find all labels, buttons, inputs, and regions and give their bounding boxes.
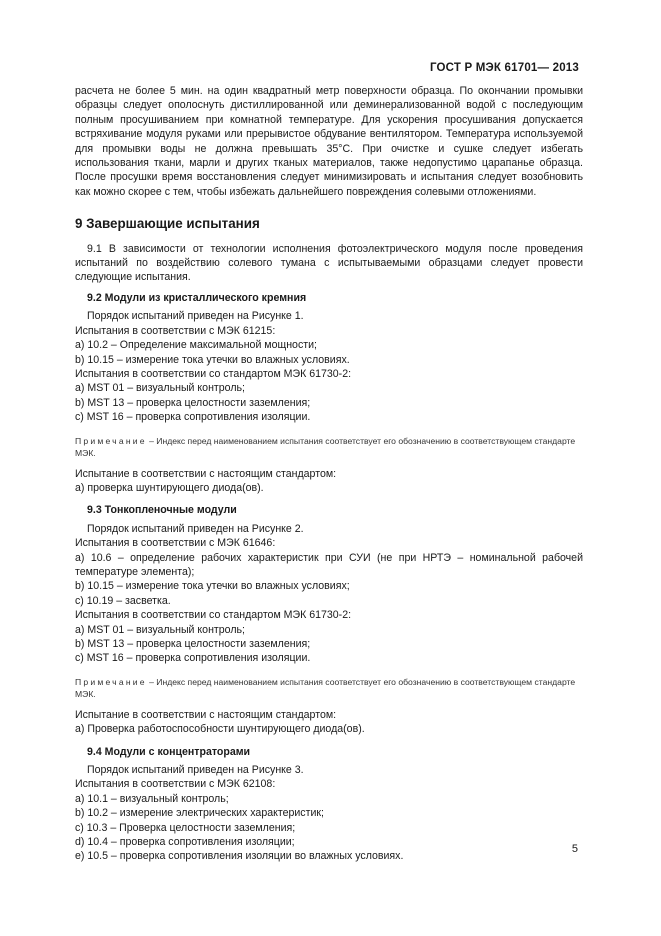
section-9-4-title: 9.4 Модули с концентраторами [87, 745, 251, 758]
s93-after-line: а) Проверка работоспособности шунтирующего диода(ов). [75, 723, 365, 736]
paragraph-9-1: 9.1 В зависимости от технологии исполнения фотоэлектрического модуля после проведения испытаний по воздействию солевого тумана с испытываемыми образцами следует провести следующие испытания. [75, 242, 583, 284]
s94-line: d) 10.4 – проверка сопротивления изоляции; [75, 836, 295, 849]
s92-line: c) MST 16 – проверка сопротивления изоляции. [75, 411, 311, 424]
s93-line: b) MST 13 – проверка целостности заземления; [75, 638, 311, 650]
document-header: ГОСТ Р МЭК 61701— 2013 [429, 62, 579, 74]
note-text: – Индекс перед наименованием испытания соответствует его обозначению в соответствующем стандарте МЭК. [75, 435, 576, 458]
s92-line: Испытания в соответствии со стандартом МЭК 61730-2: [75, 367, 352, 380]
s92-line: Порядок испытаний приведен на Рисунке 1. [87, 310, 304, 323]
intro-paragraph: расчета не более 5 мин. на один квадратный метр поверхности образца. По окончании промывки образцы следует ополоснуть дистиллированной или деминерализованной водой с последующим полным просушиванием при комнатной температуре. Для ускорения просушивания допускается встряхивание модуля руками или прерывистое обдувание вентилятором. Температура используемой для промывки воды не должна превышать 35°С. При очистке и сушке следует избегать использования ткани, марли и других тканых материалов, также недопустимо царапанье образца. После просушки время восстановления следует минимизировать и испытания следует возобновить как можно скорее с тем, чтобы избежать дальнейшего повреждения солевыми отложениями. [75, 85, 583, 198]
s92-line: a) MST 01 – визуальный контроль; [75, 382, 245, 395]
note-label: Примечание [75, 676, 147, 687]
page-number: 5 [571, 843, 578, 855]
s93-line: c) 10.19 – засветка. [75, 594, 171, 607]
s94-line: Порядок испытаний приведен на Рисунке 3. [87, 764, 304, 777]
s93-line: Испытания в соответствии со стандартом МЭК 61730-2: [75, 609, 352, 622]
s94-line: Испытания в соответствии с МЭК 62108: [75, 778, 276, 791]
s93-note [75, 676, 583, 700]
s93-item-a: a) 10.6 – определение рабочих характеристик при СУИ (не при НРТЭ – номинальной рабочей температуре элемента); [75, 551, 583, 578]
s92-after-line: Испытание в соответствии с настоящим стандартом: [75, 467, 337, 480]
note-text: – Индекс перед наименованием испытания соответствует его обозначению в соответствующем стандарте МЭК. [75, 676, 576, 699]
s92-line: b) 10.15 – измерение тока утечки во влажных условиях. [75, 353, 350, 366]
s92-line: Испытания в соответствии с МЭК 61215: [75, 324, 276, 337]
note-label: Примечание [75, 435, 147, 446]
s94-line: a) 10.1 – визуальный контроль; [75, 792, 229, 805]
section-9-title: 9 Завершающие испытания [75, 216, 260, 232]
s93-line: c) MST 16 – проверка сопротивления изоляции. [75, 652, 311, 665]
s93-after-line: Испытание в соответствии с настоящим стандартом: [75, 708, 337, 721]
s93-line: b) 10.15 – измерение тока утечки во влажных условиях; [75, 580, 350, 593]
s92-note [75, 435, 583, 459]
section-9-3-title: 9.3 Тонкопленочные модули [87, 504, 237, 517]
s93-line: a) MST 01 – визуальный контроль; [75, 623, 245, 636]
s93-line: Порядок испытаний приведен на Рисунке 2. [87, 522, 304, 535]
s94-line: b) 10.2 – измерение электрических характеристик; [75, 807, 324, 820]
s94-line: e) 10.5 – проверка сопротивления изоляции во влажных условиях. [75, 850, 404, 863]
s92-line: a) 10.2 – Определение максимальной мощности; [75, 339, 317, 352]
s92-after-line: а) проверка шунтирующего диода(ов). [75, 481, 264, 494]
section-9-2-title: 9.2 Модули из кристаллического кремния [87, 291, 307, 304]
s93-line: Испытания в соответствии с МЭК 61646: [75, 537, 276, 550]
page-content [75, 84, 583, 864]
s94-line: c) 10.3 – Проверка целостности заземления; [75, 821, 296, 834]
s92-line: b) MST 13 – проверка целостности заземления; [75, 396, 311, 409]
